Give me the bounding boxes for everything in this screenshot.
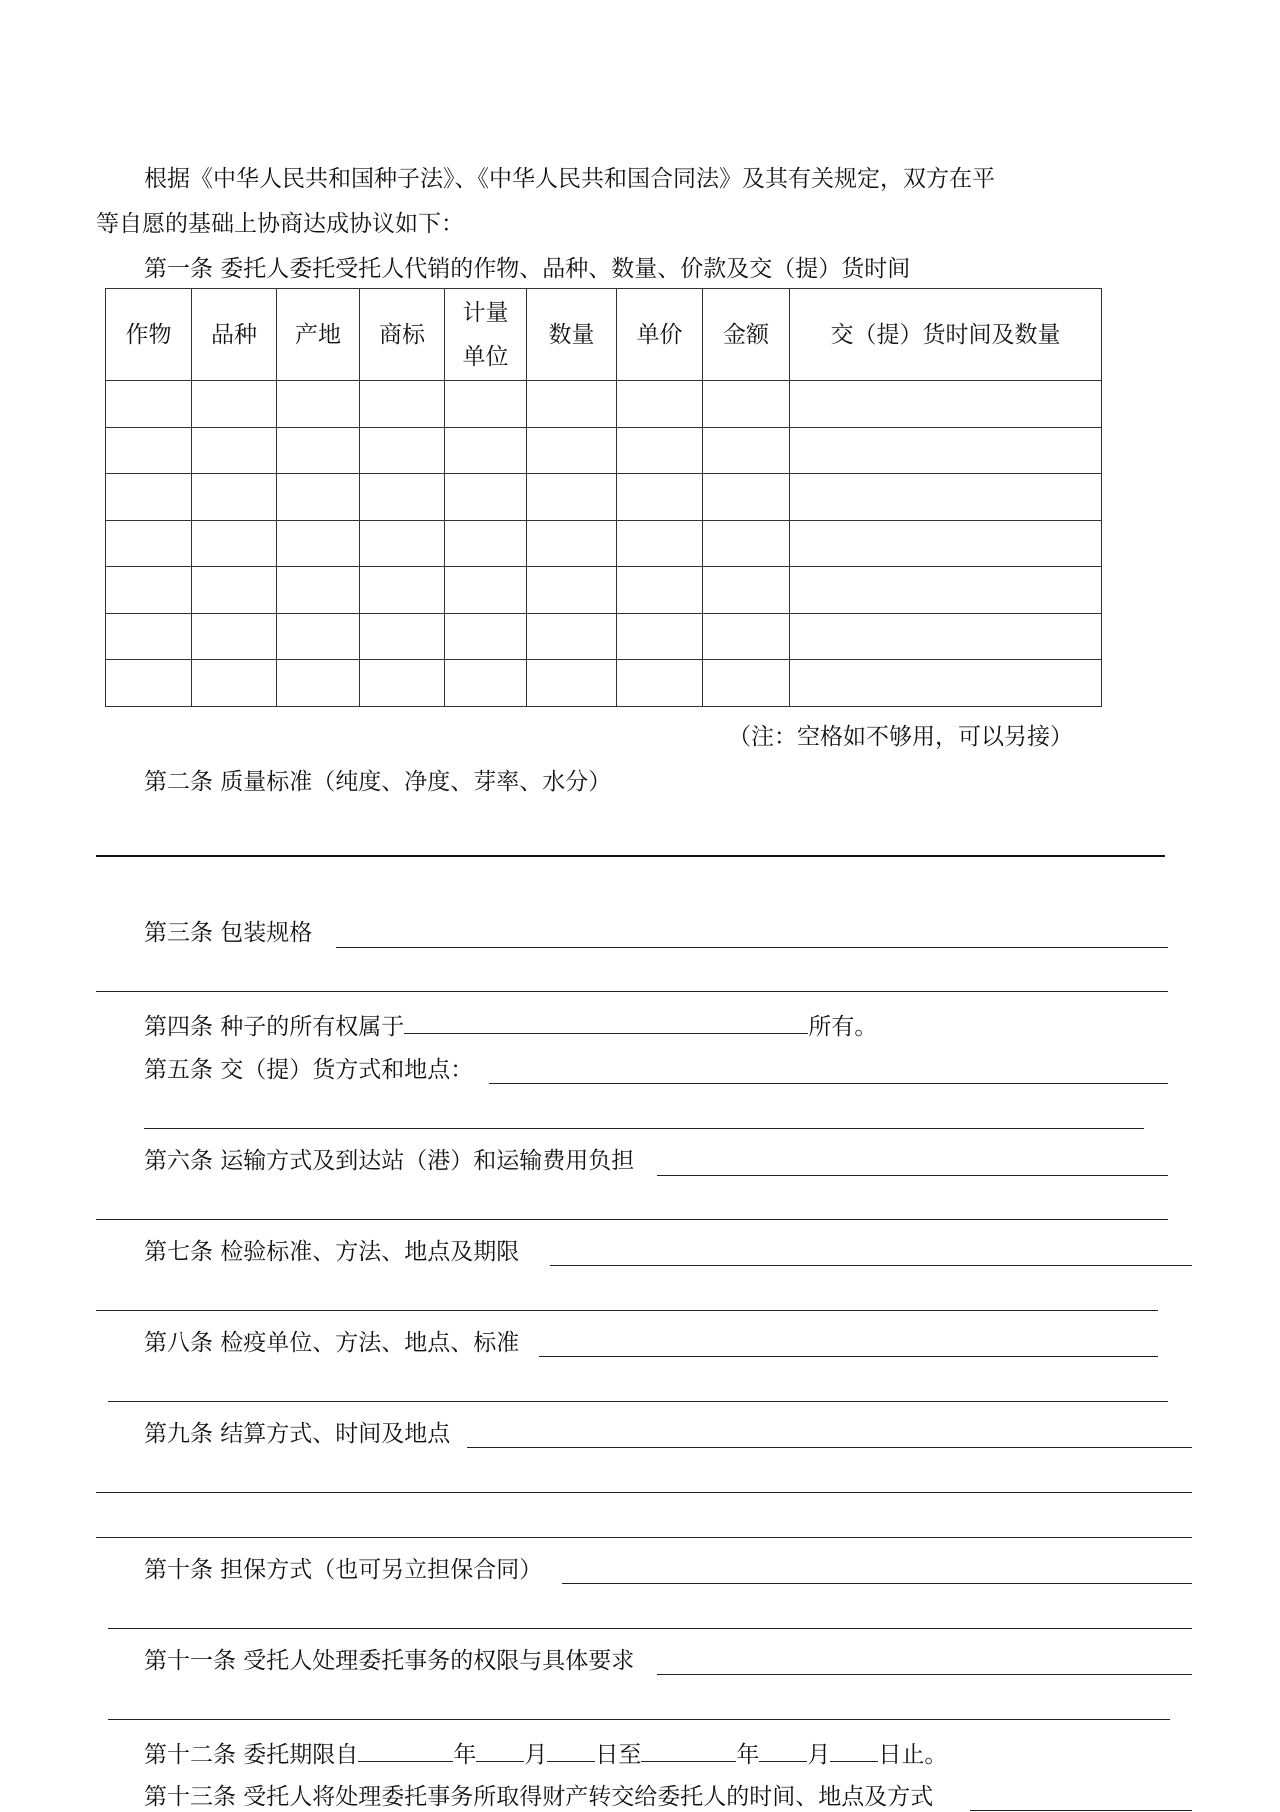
table-cell[interactable] (527, 567, 617, 614)
article-12-text (144, 1737, 947, 1770)
table-cell[interactable] (790, 567, 1102, 614)
article-11-fill-line[interactable] (657, 1674, 1192, 1675)
table-cell[interactable] (360, 427, 445, 474)
article-10-title: 第十条 担保方式（也可另立担保合同） (144, 1557, 543, 1583)
intro-line-2: 等自愿的基础上协商达成协议如下： (96, 211, 464, 237)
table-cell[interactable] (617, 520, 703, 567)
goods-table (105, 288, 1102, 707)
table-cell[interactable] (445, 427, 527, 474)
end-month-blank[interactable] (759, 1737, 807, 1762)
table-cell[interactable] (192, 567, 277, 614)
table-row (106, 381, 1102, 428)
article-9-fill-line[interactable] (467, 1447, 1192, 1448)
header-delivery-time-quantity: 交（提）货时间及数量 (790, 289, 1102, 381)
header-variety: 品种 (192, 289, 277, 381)
table-cell[interactable] (445, 381, 527, 428)
start-year-blank[interactable] (358, 1737, 453, 1762)
article-1-title: 第一条 委托人委托受托人代销的作物、品种、数量、价款及交（提）货时间 (144, 256, 911, 282)
table-cell[interactable] (445, 520, 527, 567)
header-quantity: 数量 (527, 289, 617, 381)
article-3-fill-line-2[interactable] (96, 991, 1168, 992)
table-cell[interactable] (192, 474, 277, 521)
table-cell[interactable] (277, 474, 360, 521)
table-row (106, 660, 1102, 707)
table-cell[interactable] (192, 427, 277, 474)
table-cell[interactable] (617, 660, 703, 707)
table-cell[interactable] (192, 660, 277, 707)
table-cell[interactable] (617, 613, 703, 660)
table-cell[interactable] (360, 474, 445, 521)
table-cell[interactable] (277, 520, 360, 567)
article-7-fill-line[interactable] (550, 1265, 1192, 1266)
table-cell[interactable] (703, 520, 790, 567)
article-6-fill-line[interactable] (657, 1175, 1168, 1176)
end-day-blank[interactable] (830, 1737, 878, 1762)
table-cell[interactable] (277, 613, 360, 660)
table-cell[interactable] (360, 613, 445, 660)
table-cell[interactable] (790, 660, 1102, 707)
intro-line-1: 根据《中华人民共和国种子法》、《中华人民共和国合同法》及其有关规定，双方在平 (144, 166, 995, 192)
article-13-title: 第十三条 受托人将处理委托事务所取得财产转交给委托人的时间、地点及方式 (144, 1784, 934, 1810)
table-cell[interactable] (617, 427, 703, 474)
article-12-prefix: 第十二条 委托期限自 (144, 1742, 359, 1768)
table-header-row (106, 289, 1102, 381)
table-cell[interactable] (617, 567, 703, 614)
header-unit-line-2: 单位 (462, 343, 509, 370)
label-month-2: 月 (807, 1742, 831, 1768)
table-cell[interactable] (192, 381, 277, 428)
table-cell[interactable] (277, 660, 360, 707)
label-month: 月 (524, 1742, 548, 1768)
article-2-fill-line[interactable] (96, 855, 1165, 857)
table-cell[interactable] (106, 427, 192, 474)
header-trademark: 商标 (360, 289, 445, 381)
table-row (106, 567, 1102, 614)
table-cell[interactable] (106, 474, 192, 521)
article-4-text (144, 1009, 877, 1042)
label-day-to: 日至 (595, 1742, 642, 1768)
table-cell[interactable] (703, 660, 790, 707)
table-cell[interactable] (617, 381, 703, 428)
article-5-fill-line[interactable] (489, 1083, 1168, 1084)
article-8-title: 第八条 检疫单位、方法、地点、标准 (144, 1330, 520, 1356)
table-cell[interactable] (527, 660, 617, 707)
article-9-title: 第九条 结算方式、时间及地点 (144, 1421, 451, 1447)
article-10-fill-line[interactable] (562, 1583, 1192, 1584)
table-cell[interactable] (277, 427, 360, 474)
table-cell[interactable] (106, 520, 192, 567)
article-5-fill-line-2[interactable] (144, 1128, 1144, 1129)
table-cell[interactable] (106, 567, 192, 614)
article-3-fill-line[interactable] (336, 947, 1168, 948)
table-cell[interactable] (106, 660, 192, 707)
article-5-title: 第五条 交（提）货方式和地点： (144, 1057, 474, 1083)
table-cell[interactable] (360, 660, 445, 707)
header-crop: 作物 (106, 289, 192, 381)
article-8-fill-line-2[interactable] (108, 1401, 1168, 1402)
table-cell[interactable] (527, 427, 617, 474)
table-cell[interactable] (445, 567, 527, 614)
article-3-title: 第三条 包装规格 (144, 920, 313, 946)
article-4-suffix: 所有。 (808, 1014, 878, 1040)
article-10-fill-line-2[interactable] (108, 1628, 1192, 1629)
table-cell[interactable] (703, 381, 790, 428)
table-cell[interactable] (703, 613, 790, 660)
table-cell[interactable] (360, 381, 445, 428)
table-cell[interactable] (192, 613, 277, 660)
table-cell[interactable] (445, 613, 527, 660)
article-9-fill-line-3[interactable] (96, 1537, 1192, 1538)
table-row (106, 474, 1102, 521)
article-6-fill-line-2[interactable] (96, 1219, 1168, 1220)
table-row (106, 613, 1102, 660)
end-year-blank[interactable] (641, 1737, 736, 1762)
table-cell[interactable] (360, 520, 445, 567)
table-cell[interactable] (277, 567, 360, 614)
label-year: 年 (453, 1742, 477, 1768)
table-cell[interactable] (527, 613, 617, 660)
label-year-2: 年 (736, 1742, 760, 1768)
table-cell[interactable] (790, 381, 1102, 428)
article-4-prefix: 第四条 种子的所有权属于 (144, 1014, 405, 1040)
article-11-title: 第十一条 受托人处理委托事务的权限与具体要求 (144, 1648, 635, 1674)
table-cell[interactable] (360, 567, 445, 614)
table-note: （注：空格如不够用，可以另接） (728, 724, 1073, 750)
start-month-blank[interactable] (476, 1737, 524, 1762)
start-day-blank[interactable] (547, 1737, 595, 1762)
table-cell[interactable] (790, 520, 1102, 567)
table-cell[interactable] (617, 474, 703, 521)
table-row (106, 520, 1102, 567)
header-unit (445, 289, 527, 381)
header-amount: 金额 (703, 289, 790, 381)
table-cell[interactable] (192, 520, 277, 567)
article-6-title: 第六条 运输方式及到达站（港）和运输费用负担 (144, 1148, 635, 1174)
article-11-fill-line-2[interactable] (108, 1719, 1170, 1720)
table-cell[interactable] (527, 474, 617, 521)
table-cell[interactable] (703, 474, 790, 521)
table-cell[interactable] (703, 427, 790, 474)
table-cell[interactable] (703, 567, 790, 614)
table-cell[interactable] (445, 474, 527, 521)
article-7-title: 第七条 检验标准、方法、地点及期限 (144, 1239, 520, 1265)
article-8-fill-line[interactable] (539, 1356, 1158, 1357)
table-cell[interactable] (277, 381, 360, 428)
table-cell[interactable] (106, 613, 192, 660)
table-cell[interactable] (106, 381, 192, 428)
table-cell[interactable] (527, 381, 617, 428)
label-day-end: 日止。 (878, 1742, 948, 1768)
table-cell[interactable] (445, 660, 527, 707)
table-cell[interactable] (527, 520, 617, 567)
article-9-fill-line-2[interactable] (96, 1492, 1192, 1493)
article-7-fill-line-2[interactable] (96, 1310, 1158, 1311)
owner-blank[interactable] (404, 1009, 808, 1034)
header-unit-line-1: 计量 (462, 299, 509, 326)
table-row (106, 427, 1102, 474)
header-unit-price: 单价 (617, 289, 703, 381)
header-origin: 产地 (277, 289, 360, 381)
article-2-title: 第二条 质量标准（纯度、净度、芽率、水分） (144, 769, 612, 795)
table-cell[interactable] (790, 427, 1102, 474)
table-cell[interactable] (790, 613, 1102, 660)
table-cell[interactable] (790, 474, 1102, 521)
